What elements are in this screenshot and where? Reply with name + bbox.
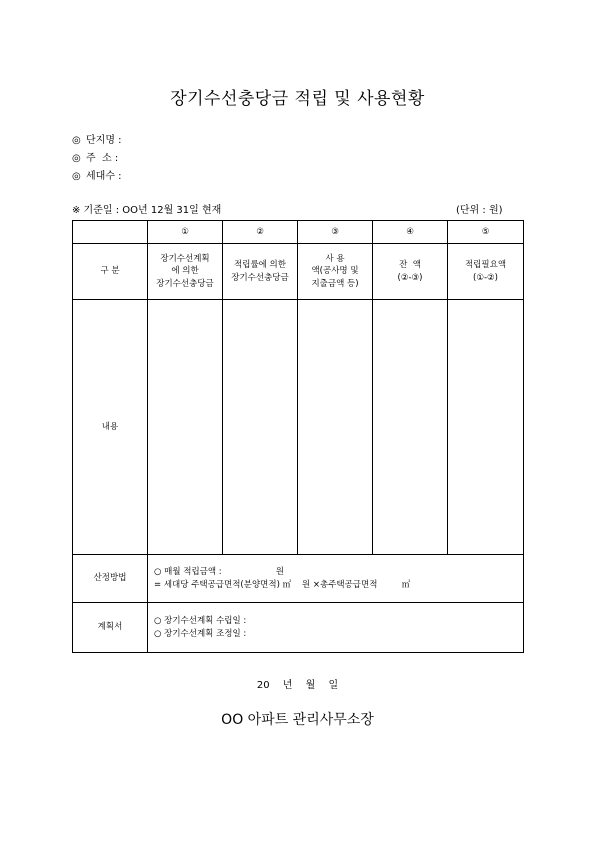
plan-line: ○ 장기수선계획 조정일 : (154, 628, 247, 639)
table-row (73, 300, 524, 555)
plan-label: 계획서 (73, 603, 148, 653)
calc-method-cell (148, 555, 524, 603)
column-header (223, 244, 298, 300)
report-date: 20 년 월 일 (256, 680, 339, 691)
table-cell (373, 300, 448, 555)
header-line: 장기수선충당금 (156, 278, 214, 289)
table-cell (298, 300, 373, 555)
calc-line: = 세대당 주택공급면적(분양면적) ㎡ 원 ×총주택공급면적 ㎡ (154, 579, 411, 590)
info-address (72, 149, 118, 164)
status-table (72, 220, 524, 653)
table-row (73, 221, 524, 244)
column-number: ③ (298, 221, 373, 244)
column-number: ⑤ (448, 221, 524, 244)
header-line: 사 용 (325, 254, 345, 265)
table-row (73, 603, 524, 653)
column-number: ④ (373, 221, 448, 244)
basis-date: ※ 기준일 : OO년 12월 31일 현재 (72, 205, 222, 216)
table-row (73, 244, 524, 300)
calc-line: ○ 매월 적립금액 : 원 (154, 567, 284, 578)
info-label: 단지명 : (86, 135, 122, 146)
document-title: 장기수선충당금 적립 및 사용현황 (170, 89, 425, 109)
header-line: 장기수선충당금 (231, 272, 289, 283)
header-line: 적립필요액 (464, 260, 507, 271)
header-line: 지출금액 등) (311, 278, 359, 289)
info-label: 주 소 : (86, 153, 119, 164)
column-header (298, 244, 373, 300)
plan-cell (148, 603, 524, 653)
bullet-icon: ◎ (72, 171, 81, 182)
column-number: ② (223, 221, 298, 244)
table-row (73, 555, 524, 603)
plan-line: ○ 장기수선계획 수립일 : (154, 616, 247, 627)
header-line: 잔 액 (399, 260, 421, 271)
column-header (148, 244, 223, 300)
unit-label: (단위 : 원) (456, 205, 503, 216)
column-header (448, 244, 524, 300)
info-label: 세대수 : (86, 171, 122, 182)
table-cell (148, 300, 223, 555)
signer-name: OO 아파트 관리사무소장 (221, 712, 374, 728)
info-complex-name (72, 131, 122, 146)
header-line: 적립률에 의한 (234, 260, 286, 271)
calc-label: 산정방법 (73, 555, 148, 603)
column-number: ① (148, 221, 223, 244)
column-header (373, 244, 448, 300)
header-line: 액(공사명 및 (311, 266, 359, 277)
bullet-icon: ◎ (72, 153, 81, 164)
bullet-icon: ◎ (72, 135, 81, 146)
table-cell (448, 300, 524, 555)
row-header: 구 분 (73, 244, 148, 300)
header-line: 에 의한 (171, 266, 199, 277)
header-line: (①-②) (473, 272, 498, 283)
table-cell (73, 221, 148, 244)
header-line: (②-③) (397, 272, 423, 283)
content-label: 내용 (73, 300, 148, 555)
table-cell (223, 300, 298, 555)
header-line: 장기수선계획 (160, 254, 210, 265)
info-households (72, 167, 122, 182)
